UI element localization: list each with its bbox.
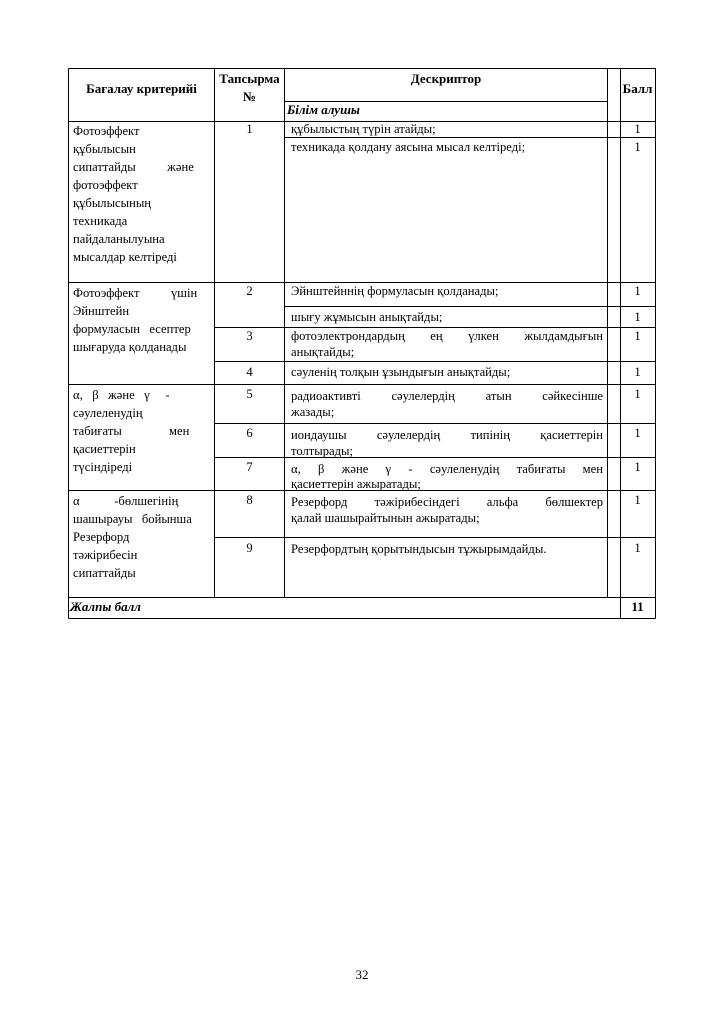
descriptor-text: фотоэлектрондардың ең үлкен жылдамдығын xyxy=(291,329,603,343)
task-number: 5 xyxy=(246,387,253,401)
criteria-line: түсіндіреді xyxy=(73,460,133,474)
descriptor-text: жазады; xyxy=(291,405,335,419)
task-number: 7 xyxy=(246,460,253,474)
criteria-line: тәжірибесін xyxy=(73,548,138,562)
descriptor-text: шығу жұмысын анықтайды; xyxy=(291,310,443,324)
header-subheader: Білім алушы xyxy=(287,102,360,117)
descriptor-text: радиоактивті сәулелердің атын сәйкесінше xyxy=(291,389,603,403)
header-task-number: № xyxy=(242,89,257,104)
criteria-line: Фотоэффект үшін xyxy=(73,286,198,300)
score-value: 1 xyxy=(634,460,641,474)
task-number: 8 xyxy=(246,493,253,507)
criteria-line: табиғаты мен xyxy=(73,424,190,438)
task-number: 9 xyxy=(246,541,253,555)
score-value: 1 xyxy=(634,365,641,379)
score-value: 1 xyxy=(634,329,641,343)
total-label: Жалпы балл xyxy=(70,599,141,614)
descriptor-text: иондаушы сәулелердің типінің қасиеттерін xyxy=(291,428,603,442)
criteria-line: фотоэффект xyxy=(73,178,138,192)
task-number: 3 xyxy=(246,329,253,343)
criteria-line: пайдаланылуына xyxy=(73,232,165,246)
criteria-line: формуласын есептер xyxy=(73,322,191,336)
header-task: Тапсырма xyxy=(219,71,280,86)
descriptor-text: α, β және γ - сәулеленудің табиғаты мен xyxy=(291,462,603,476)
criteria-line: α -бөлшегінің xyxy=(73,494,179,508)
task-number: 2 xyxy=(246,284,253,298)
page-number: 32 xyxy=(355,967,369,982)
descriptor-text: толтырады; xyxy=(291,444,353,458)
criteria-line: сипаттайды және xyxy=(73,160,194,174)
criteria-line: Эйнштейн xyxy=(73,304,130,318)
descriptor-text: қалай шашырайтынын ажыратады; xyxy=(291,511,480,525)
score-value: 1 xyxy=(634,284,641,298)
descriptor-text: техникада қолдану аясына мысал келтіреді; xyxy=(291,140,526,154)
score-value: 1 xyxy=(634,387,641,401)
task-number: 6 xyxy=(246,426,253,440)
criteria-line: техникада xyxy=(73,214,128,228)
score-value: 1 xyxy=(634,493,641,507)
score-value: 1 xyxy=(634,426,641,440)
total-value: 11 xyxy=(631,599,644,614)
criteria-line: Фотоэффект xyxy=(73,124,140,138)
criteria-line: шығаруда қолданады xyxy=(73,340,187,354)
criteria-line: қасиеттерін xyxy=(73,442,136,456)
task-number: 4 xyxy=(246,365,253,379)
score-value: 1 xyxy=(634,310,641,324)
criteria-line: құбылысының xyxy=(73,196,152,210)
descriptor-text: сәуленің толқын ұзындығын анықтайды; xyxy=(291,365,511,379)
criteria-line: шашырауы бойынша xyxy=(73,512,192,526)
score-value: 1 xyxy=(634,122,641,136)
score-value: 1 xyxy=(634,140,641,154)
task-number: 1 xyxy=(246,122,253,136)
criteria-line: сипаттайды xyxy=(73,566,136,580)
descriptor-text: анықтайды; xyxy=(291,345,355,359)
header-score: Балл xyxy=(622,81,653,96)
descriptor-text: Эйнштейннің формуласын қолданады; xyxy=(291,284,499,298)
descriptor-text: құбылыстың түрін атайды; xyxy=(291,122,436,136)
descriptor-text: қасиеттерін ажыратады; xyxy=(291,477,421,491)
header-criteria: Бағалау критерийі xyxy=(86,81,197,96)
header-descriptor: Дескриптор xyxy=(410,71,482,86)
criteria-line: мысалдар келтіреді xyxy=(73,250,177,264)
descriptor-text: Резерфордтың қорытындысын тұжырымдайды. xyxy=(291,542,547,556)
descriptor-text: Резерфорд тәжірибесіндегі альфа бөлшектер xyxy=(291,495,603,509)
criteria-line: сәулеленудің xyxy=(73,406,143,420)
criteria-line: құбылысын xyxy=(73,142,136,156)
score-value: 1 xyxy=(634,541,641,555)
criteria-line: Резерфорд xyxy=(73,530,130,544)
criteria-line: α, β және γ - xyxy=(73,388,170,402)
